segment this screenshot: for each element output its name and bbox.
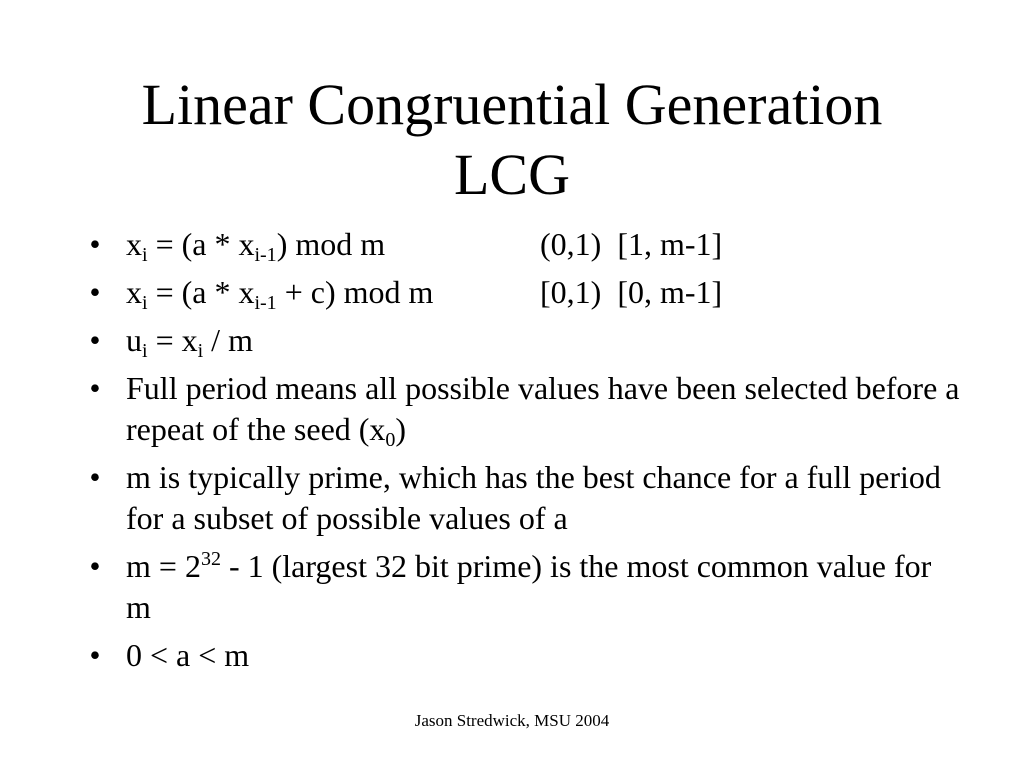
bullet-dot-icon: • — [89, 459, 101, 495]
bullet-text: Full period means all possible values have been selected before a repeat of the seed (x — [126, 370, 960, 447]
formula-part: ) mod m — [276, 226, 386, 262]
var-x: x — [126, 274, 142, 310]
bullet-dot-icon: • — [89, 322, 101, 358]
formula — [126, 226, 386, 266]
superscript: 32 — [200, 548, 221, 570]
interval — [540, 272, 722, 313]
bullet-list — [80, 224, 960, 683]
var-u: u — [126, 322, 142, 358]
title-line-2: LCG — [454, 142, 570, 207]
range-value: [1, m-1] — [617, 226, 723, 262]
subscript: i — [142, 244, 148, 266]
slide-title — [0, 70, 1024, 210]
bullet-dot-icon: • — [89, 370, 101, 406]
var-x: x — [126, 226, 142, 262]
bullet-text: m = 2 — [126, 548, 201, 584]
subscript: 0 — [385, 429, 396, 451]
interval-value: [0,1) — [540, 274, 602, 310]
bullet-text: 0 < a < m — [126, 637, 250, 673]
bullet-item-a-range — [80, 635, 960, 676]
bullet-text: ) — [395, 411, 407, 447]
formula-part: = (a * x — [147, 226, 255, 262]
bullet-item-common-m — [80, 546, 960, 628]
subscript: i — [197, 340, 204, 362]
subscript: i-1 — [254, 292, 277, 314]
interval-value: (0,1) — [540, 226, 602, 262]
bullet-item-multiplicative — [80, 224, 960, 265]
formula-part: = (a * x — [147, 274, 255, 310]
formula-part: + c) mod m — [276, 274, 434, 310]
formula — [126, 274, 434, 314]
subscript: i — [142, 340, 148, 362]
title-line-1: Linear Congruential Generation — [141, 72, 883, 137]
bullet-dot-icon: • — [89, 548, 101, 584]
interval — [540, 224, 722, 265]
bullet-item-mixed — [80, 272, 960, 313]
slide-footer: Jason Stredwick, MSU 2004 — [414, 711, 610, 730]
bullet-dot-icon: • — [89, 226, 101, 262]
bullet-item-prime — [80, 457, 960, 539]
subscript: i — [142, 292, 148, 314]
bullet-dot-icon: • — [89, 637, 101, 673]
formula-part: / m — [203, 322, 253, 358]
bullet-text: - 1 (largest 32 bit prime) is the most common value for m — [126, 548, 932, 625]
bullet-item-full-period — [80, 368, 960, 450]
bullet-item-normalize — [80, 320, 960, 361]
bullet-dot-icon: • — [89, 274, 101, 310]
formula-part: = x — [147, 322, 198, 358]
bullet-text: m is typically prime, which has the best chance for a full period for a subset of possible values of a — [126, 459, 941, 536]
range-value: [0, m-1] — [617, 274, 723, 310]
subscript: i-1 — [254, 244, 277, 266]
